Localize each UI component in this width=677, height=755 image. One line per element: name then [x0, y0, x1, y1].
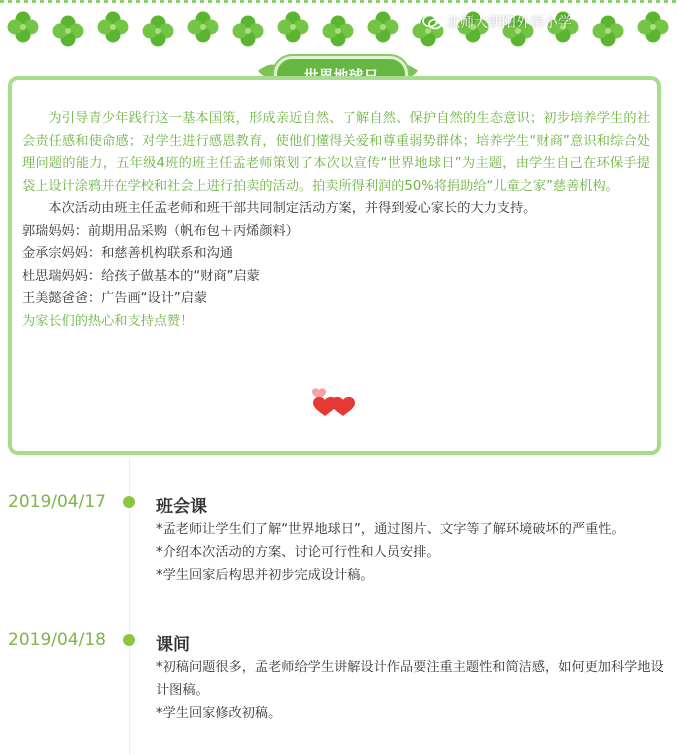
clover-icon: [366, 10, 400, 44]
timeline-line-text: *初稿问题很多，孟老师给学生讲解设计作品要注重主题性和简洁感，如何更加科学地设计图稿。: [156, 660, 664, 698]
clover-icon: [6, 10, 40, 44]
timeline-date: 2019/04/17: [8, 492, 106, 512]
timeline-body: [156, 656, 668, 725]
timeline-title: 班会课: [156, 497, 207, 517]
timeline-line-text: *学生回家后构思并初步完成设计稿。: [156, 568, 374, 583]
timeline-line-text: *学生回家修改初稿。: [156, 706, 282, 721]
clover-icon: [636, 10, 670, 44]
plan-paragraph: 本次活动由班主任孟老师和班干部共同制定活动方案，并得到爱心家长的大力支持。: [48, 201, 537, 216]
clover-icon: [96, 10, 130, 44]
clover-icon: [141, 14, 175, 48]
thanks-text: 为家长们的热心和支持点赞！: [22, 313, 194, 329]
timeline-line-text: *孟老师让学生们了解“世界地球日”，通过图片、文字等了解环境破坏的严重性。: [156, 522, 625, 537]
parent-item: 金承宗妈妈：和慈善机构联系和沟通: [22, 246, 233, 261]
watermark-text: 北师大朝阳外语小学: [446, 15, 572, 31]
timeline-body: [156, 518, 668, 587]
intro-paragraph: 为引导青少年践行这一基本国策，形成亲近自然、了解自然、保护自然的生态意识；初步培养学生的社会责任感和使命感；对学生进行感恩教育，使他们懂得关爱和尊重弱势群体；培养学生“财商”意识和综合处理问题的能力，五年级4班的班主任孟老师策划了本次以宣传“世界地球日”为主题，由学生自己在环保手提袋上设计涂鸦并在学校和社会上进行拍卖的活动。拍卖所得利润的50%将捐助给“儿童之家”慈善机构。: [22, 111, 650, 194]
parent-item: 王美懿爸爸：广告画“设计”启蒙: [22, 291, 208, 306]
clover-icon: [51, 14, 85, 48]
clover-icon: [231, 14, 265, 48]
timeline-title: 课间: [156, 635, 190, 655]
watermark: [422, 12, 572, 32]
timeline-line-text: *介绍本次活动的方案、讨论可行性和人员安排。: [156, 545, 440, 560]
clover-icon: [276, 10, 310, 44]
clover-icon: [321, 14, 355, 48]
timeline-dot: [123, 496, 135, 508]
hearts-icon: [305, 382, 365, 432]
dotted-border: [0, 0, 677, 3]
clover-icon: [186, 10, 220, 44]
parent-item: 杜思瑞妈妈：给孩子做基本的“财商”启蒙: [22, 268, 260, 284]
wechat-official-account-icon: [422, 14, 442, 30]
parent-item: 郭瑞妈妈：前期用品采购（帆布包＋丙烯颜料）: [22, 223, 299, 239]
card-text: [22, 108, 650, 333]
timeline-date: 2019/04/18: [8, 630, 106, 650]
clover-icon: [591, 14, 625, 48]
timeline-dot: [123, 634, 135, 646]
